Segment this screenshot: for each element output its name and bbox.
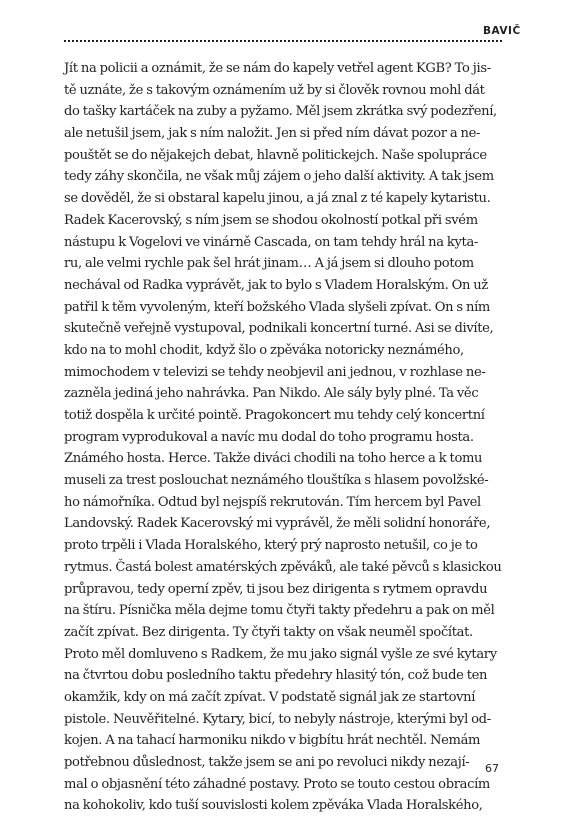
text-line: průpravou, tedy operní zpěv, ti jsou bez dirigenta s rytmem opravdu bbox=[64, 581, 488, 597]
text-line: patřil k těm vyvoleným, kteří božského Vlada slyšeli zpívat. On s ním bbox=[64, 299, 490, 315]
text-line: začít zpívat. Bez dirigenta. Ty čtyři takty on však neuměl spočítat. bbox=[64, 624, 473, 640]
text-line: Radek Kacerovský, s ním jsem se shodou okolností potkal při svém bbox=[64, 212, 478, 228]
text-line: kojen. A na tahací harmoniku nikdo v bigbítu hrát nechtěl. Nemám bbox=[64, 733, 481, 749]
text-line: potřebnou důslednost, takže jsem se ani po revoluci nikdy nezají- bbox=[64, 755, 470, 770]
text-line: proto trpěli i Vlada Horalského, který prý naprosto netušil, co je to bbox=[64, 538, 478, 554]
text-line: nástupu k Vogelovi ve vinárně Cascada, on tam tehdy hrál na kyta- bbox=[64, 234, 478, 250]
text-line: pistole. Neuvěřitelné. Kytary, bicí, to nebyly nástroje, kterými byl od- bbox=[64, 711, 491, 727]
text-line: na kohokoliv, kdo tuší souvislosti kolem zpěváka Vlada Horalského, bbox=[64, 798, 483, 814]
text-line: na štíru. Písnička měla dejme tomu čtyři takty předehru a pak on měl bbox=[64, 603, 495, 619]
text-line: totiž dospěla k určité pointě. Pragokoncert mu tehdy celý koncertní bbox=[64, 408, 485, 423]
running-header-title: BAVIČ bbox=[483, 25, 521, 37]
text-line: ho námořníka. Odtud byl nejspíš rekrutován. Tím hercem byl Pavel bbox=[64, 494, 481, 510]
text-line: do tašky kartáček na zuby a pyžamo. Měl jsem zkrátka svý podezření, bbox=[64, 104, 497, 120]
text-line: Známého hosta. Herce. Takže diváci chodili na toho herce a k tomu bbox=[64, 451, 483, 467]
text-line: skutečně veřejně vystupoval, podnikali koncertní turné. Asi se divíte, bbox=[64, 321, 494, 337]
text-line: na čtvrtou dobu posledního taktu předehry hlasitý tón, což bude ten bbox=[64, 668, 488, 684]
page-number: 67 bbox=[485, 762, 499, 775]
text-line: tedy záhy skončila, ne však můj zájem o jeho další aktivity. A tak jsem bbox=[64, 169, 494, 185]
text-line: okamžik, kdy on má začít zpívat. V podstatě signál jak ze startovní bbox=[64, 689, 476, 705]
text-line: pouštět se do nějakejch debat, hlavně politickejch. Naše spolupráce bbox=[64, 147, 487, 163]
text-line: rytmus. Častá bolest amatérských zpěváků, ale také pěvců s klasickou bbox=[64, 559, 502, 575]
text-line: Landovský. Radek Kacerovský mi vyprávěl, že měli solidní honoráře, bbox=[64, 516, 491, 532]
text-line: museli za trest poslouchat neznámého tlouštíka s hlasem povolžské- bbox=[64, 473, 489, 489]
text-line: mimochodem v televizi se tehdy neobjevil ani jednou, v rozhlase ne- bbox=[64, 364, 486, 380]
header-dotted-rule bbox=[64, 40, 502, 42]
text-line: program vyprodukoval a navíc mu dodal do toho programu hosta. bbox=[64, 429, 474, 445]
text-line: Jít na policii a oznámit, že se nám do kapely vetřel agent KGB? To jis- bbox=[64, 61, 491, 76]
text-line: tě uznáte, že s takovým oznámením už by si člověk rovnou mohl dát bbox=[64, 82, 485, 98]
text-line: se dověděl, že si obstaral kapelu jinou, a já znal z té kapely kytaristu. bbox=[64, 191, 491, 207]
text-line: ale netušil jsem, jak s ním naložit. Jen si před ním dávat pozor a ne- bbox=[64, 126, 481, 142]
text-line: Proto měl domluveno s Radkem, že mu jako signál vyšle ze své kytary bbox=[64, 646, 497, 662]
text-line: kdo na to mohl chodit, když šlo o zpěváka notoricky neznámého, bbox=[64, 342, 464, 358]
text-line: nechával od Radka vyprávět, jak to bylo s Vladem Horalským. On už bbox=[64, 277, 488, 293]
text-line: mal o objasnění této záhadné postavy. Proto se touto cestou obracím bbox=[64, 776, 490, 792]
text-line: zazněla jediná jeho nahrávka. Pan Nikdo. Ale sály byly plné. Ta věc bbox=[64, 386, 479, 402]
text-line: ru, ale velmi rychle pak šel hrát jinam… A já jsem si dlouho potom bbox=[64, 256, 474, 272]
